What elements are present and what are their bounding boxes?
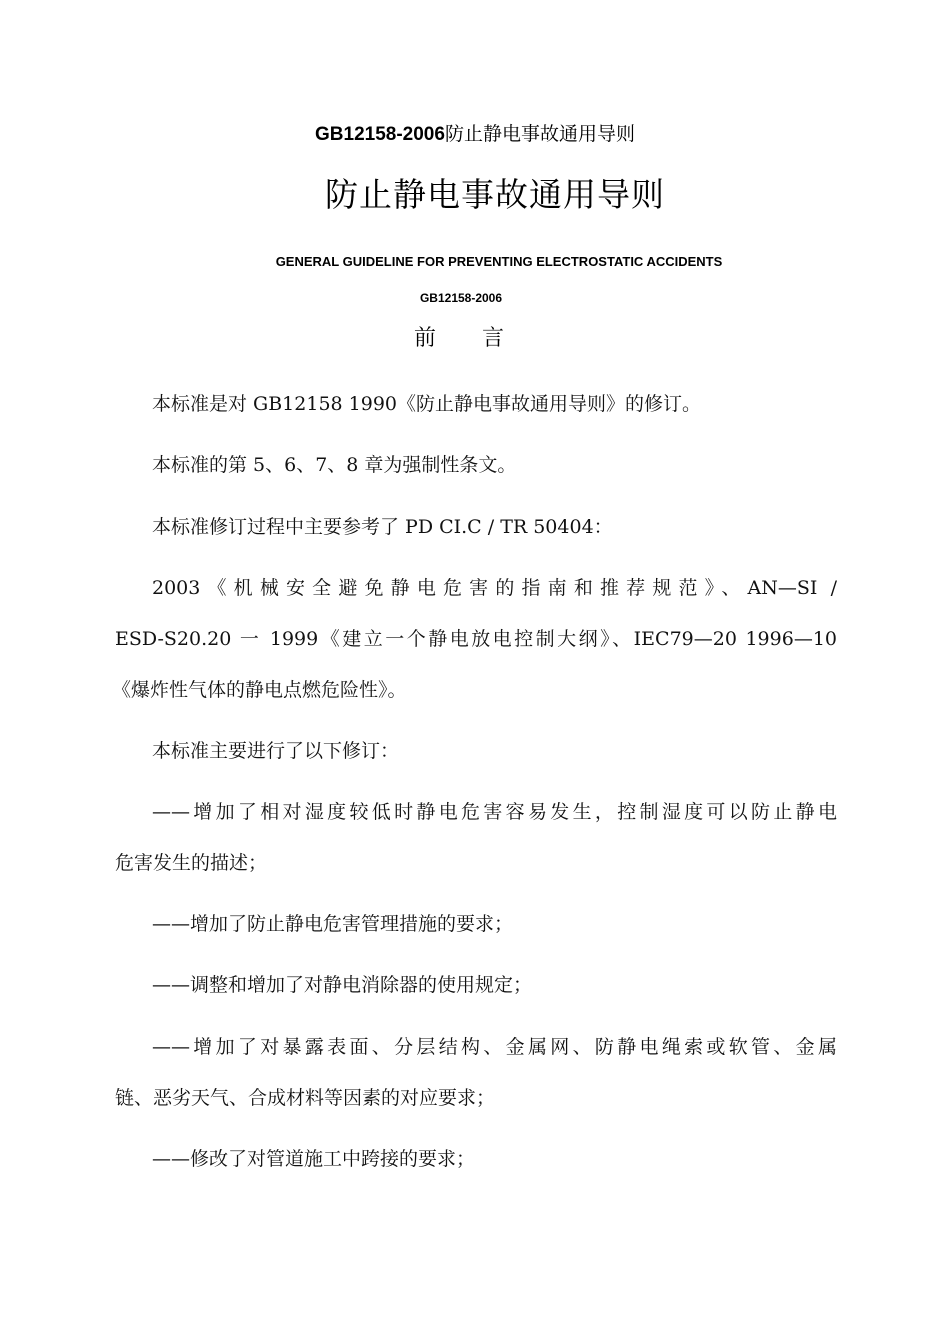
document-heading [0,119,950,150]
paragraph-references-line-2: ESD-S20.20 一 1999《建立一个静电放电控制大纲》、IEC79—20 1996—10 [115,628,837,650]
paragraph-revisions-intro: 本标准主要进行了以下修订： [152,740,400,762]
paragraph-references-line-3: 《爆炸性气体的静电点燃危险性》。 [112,679,407,701]
paragraph-revision-note: 本标准是对 GB12158 1990《防止静电事故通用导则》的修订。 [152,393,702,415]
heading-standard-code: GB12158-2006 [315,124,445,145]
list-item-eliminator-rules: ——调整和增加了对静电消除器的使用规定； [152,974,533,996]
paragraph-references-intro: 本标准修订过程中主要参考了 PD CI.C / TR 50404： [152,516,613,538]
standard-code: GB12158-2006 [419,291,503,305]
preface-heading: 前言 [413,326,550,351]
list-item-management-measures: ——增加了防止静电危害管理措施的要求； [152,913,514,935]
list-item-exposed-surfaces-line-1: ——增加了对暴露表面、分层结构、金属网、防静电绳索或软管、金属 [152,1036,837,1058]
main-title: 防止静电事故通用导则 [325,175,665,214]
list-item-pipeline-bonding: ——修改了对管道施工中跨接的要求； [152,1148,476,1170]
heading-title: 防止静电事故通用导则 [444,123,635,145]
paragraph-mandatory-chapters: 本标准的第 5、6、7、8 章为强制性条文。 [152,454,517,476]
list-item-humidity-line-2: 危害发生的描述； [115,852,268,874]
paragraph-references-line-1: 2003《机械安全避免静电危害的指南和推荐规范》、AN—SI / [152,577,837,599]
list-item-exposed-surfaces-line-2: 链、恶劣天气、合成材料等因素的对应要求； [115,1087,496,1109]
list-item-humidity-line-1: ——增加了相对湿度较低时静电危害容易发生，控制湿度可以防止静电 [152,801,837,823]
english-title: GENERAL GUIDELINE FOR PREVENTING ELECTROSTATIC ACCIDENTS [275,254,723,269]
